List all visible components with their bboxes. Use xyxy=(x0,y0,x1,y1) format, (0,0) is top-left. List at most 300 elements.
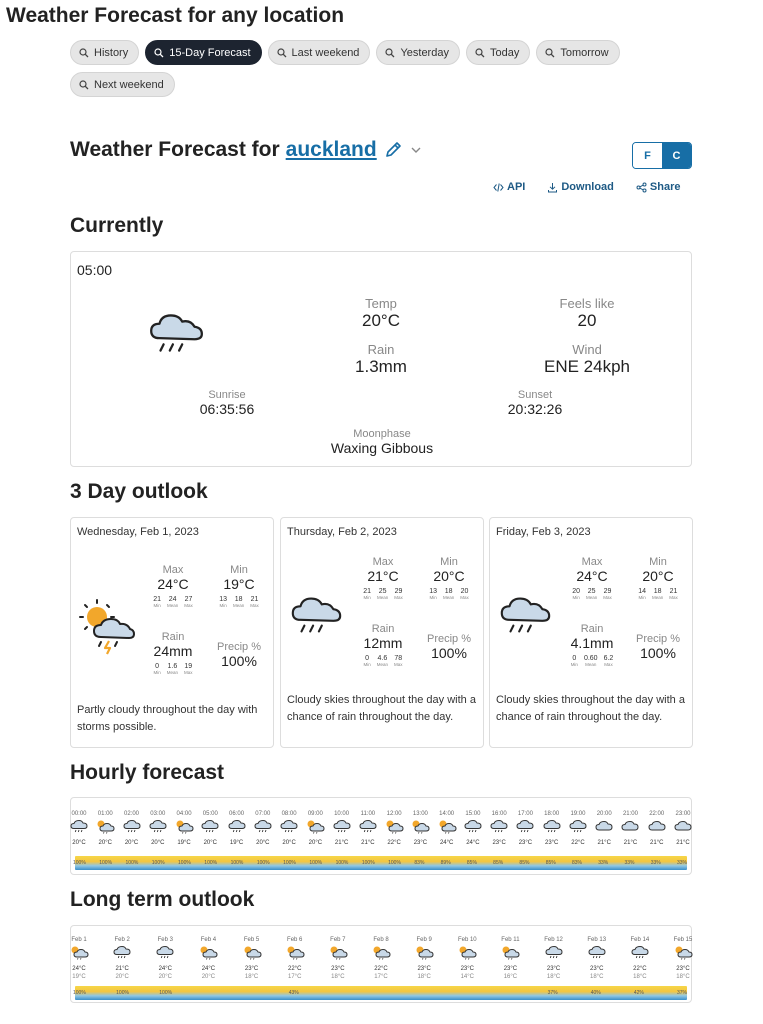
hourly-column[interactable] xyxy=(435,810,459,847)
chip-label: Tomorrow xyxy=(560,46,609,59)
longterm-precip-band xyxy=(75,986,687,1000)
hourly-column[interactable] xyxy=(382,810,406,847)
hourly-strip[interactable] xyxy=(70,797,692,875)
temp-value: 20°C xyxy=(362,311,400,330)
longterm-column[interactable] xyxy=(412,936,436,981)
longterm-label: Feb 7 xyxy=(330,937,346,943)
chip-next-weekend[interactable] xyxy=(70,72,175,97)
code-icon xyxy=(493,182,504,193)
mini-label: Max xyxy=(603,595,612,600)
partly-cloudy-icon xyxy=(240,944,264,965)
longterm-low: 17°C xyxy=(288,974,302,980)
max-value: 24°C xyxy=(576,568,608,584)
mini-value: 18 xyxy=(234,596,243,603)
chip-label: Last weekend xyxy=(291,46,360,59)
longterm-label: Feb 13 xyxy=(587,937,607,943)
hourly-precip-pct: 100% xyxy=(125,860,139,866)
longterm-label: Feb 2 xyxy=(114,937,130,943)
rain-cloud-icon xyxy=(67,818,91,839)
mini-label: Min xyxy=(429,595,437,600)
longterm-column[interactable] xyxy=(67,936,91,981)
chip-label: Yesterday xyxy=(400,46,449,59)
hourly-label: 14:00 xyxy=(439,811,455,817)
chip-label: History xyxy=(94,46,129,59)
partly-cloudy-icon xyxy=(369,944,393,965)
hourly-precip-pct: 100% xyxy=(73,860,86,866)
moon-cell xyxy=(307,428,457,456)
hourly-precip-pct: 100% xyxy=(335,860,349,866)
max-cell xyxy=(143,564,203,608)
hourly-precip-pct: 100% xyxy=(256,860,270,866)
sunrise-label: Sunrise xyxy=(208,389,246,401)
temp-label: Temp xyxy=(365,296,397,311)
unit-toggle xyxy=(632,142,692,169)
mini-value: 18 xyxy=(653,588,662,595)
longterm-label: Feb 8 xyxy=(373,937,389,943)
share-label: Share xyxy=(649,181,681,193)
precip-label: Precip % xyxy=(635,633,681,645)
longterm-low: 18°C xyxy=(244,974,259,980)
longterm-column[interactable] xyxy=(283,936,307,981)
longterm-label: Feb 15 xyxy=(673,937,693,943)
hourly-precip-pct: 100% xyxy=(309,860,323,866)
chip-history[interactable] xyxy=(70,40,139,65)
longterm-column[interactable] xyxy=(153,936,177,981)
longterm-column[interactable] xyxy=(455,936,479,981)
rain-label: Rain xyxy=(580,623,604,635)
partly-cloudy-icon xyxy=(498,944,522,965)
hourly-column[interactable] xyxy=(618,810,642,847)
max-cell xyxy=(353,556,413,600)
day-date: Thursday, Feb 2, 2023 xyxy=(287,526,397,538)
min-label: Min xyxy=(649,556,667,568)
hourly-precip-pct: 33% xyxy=(650,860,661,866)
hourly-column[interactable] xyxy=(67,810,91,847)
search-icon xyxy=(385,48,395,58)
chip-15-day-forecast[interactable] xyxy=(145,40,261,65)
hourly-precip-pct: 33% xyxy=(624,860,635,866)
chevron-down-icon[interactable] xyxy=(409,143,423,157)
longterm-low: 16°C xyxy=(503,974,518,980)
download-icon xyxy=(547,182,558,193)
sunrise-value: 06:35:56 xyxy=(199,401,255,417)
hourly-temp: 22°C xyxy=(571,840,585,846)
hourly-label: 07:00 xyxy=(255,811,271,817)
precip-cell xyxy=(419,633,479,661)
rain-cloud-icon xyxy=(356,818,380,839)
rain-cloud-icon xyxy=(277,818,301,839)
hourly-label: 16:00 xyxy=(491,811,507,817)
hourly-precip-pct: 85% xyxy=(466,860,477,866)
hourly-temp: 21°C xyxy=(623,840,638,846)
longterm-column[interactable] xyxy=(498,936,522,981)
chip-today[interactable] xyxy=(466,40,530,65)
day-description: Cloudy skies throughout the day with a chance of rain throughout the day. xyxy=(496,694,685,723)
rain-cloud-icon xyxy=(146,818,170,839)
mini-value: 21 xyxy=(363,588,371,595)
min-label: Min xyxy=(440,556,458,568)
hourly-temp: 20°C xyxy=(282,840,296,846)
mini-value: 27 xyxy=(184,596,193,603)
unit-f-button[interactable]: F xyxy=(633,143,662,168)
currently-title: Currently xyxy=(70,214,164,237)
wind-value: ENE 24kph xyxy=(544,357,630,376)
mini-label: Mean xyxy=(233,603,245,608)
page-title: Weather Forecast for any location xyxy=(6,4,345,27)
longterm-temp: 23°C xyxy=(590,966,604,972)
longterm-label: Feb 4 xyxy=(200,937,217,943)
longterm-temp: 22°C xyxy=(374,966,388,972)
min_mini-breakdown xyxy=(419,588,479,600)
max-label: Max xyxy=(162,564,184,576)
rain-value: 4.1mm xyxy=(570,635,614,651)
longterm-low: 20°C xyxy=(158,974,172,980)
download-link[interactable] xyxy=(547,181,614,193)
max-value: 21°C xyxy=(367,568,399,584)
outlook-title: 3 Day outlook xyxy=(70,480,208,503)
mini-label: Min xyxy=(363,662,371,667)
longterm-precip-pct: 42% xyxy=(633,990,644,996)
hourly-precip-pct: 100% xyxy=(230,860,244,866)
hourly-label: 04:00 xyxy=(176,811,192,817)
day-card xyxy=(489,517,693,748)
precip-cell xyxy=(209,641,269,669)
longterm-temp: 24°C xyxy=(72,966,86,972)
mini-label: Min xyxy=(572,595,580,600)
longterm-title: Long term outlook xyxy=(70,888,255,911)
mini-label: Min xyxy=(219,603,227,608)
rain-cell xyxy=(353,623,413,667)
hourly-column[interactable] xyxy=(566,810,590,847)
cloud-icon xyxy=(671,818,695,839)
hourly-column[interactable] xyxy=(540,810,564,847)
unit-c-button[interactable]: C xyxy=(662,143,691,168)
longterm-label: Feb 3 xyxy=(157,937,173,943)
hourly-precip-pct: 83% xyxy=(571,860,582,866)
longterm-low: 18°C xyxy=(590,974,604,980)
rain-cell xyxy=(143,631,203,675)
search-icon xyxy=(154,48,164,58)
moon-label: Moonphase xyxy=(353,428,411,440)
hourly-precip-pct: 83% xyxy=(414,860,425,866)
rain-cloud-icon xyxy=(251,818,275,839)
min-value: 19°C xyxy=(223,576,255,592)
hourly-temp: 20°C xyxy=(203,840,217,846)
hourly-column[interactable] xyxy=(277,810,301,847)
hourly-label: 12:00 xyxy=(386,811,402,817)
mini-value: 19 xyxy=(184,663,193,670)
hourly-label: 22:00 xyxy=(649,811,665,817)
search-icon xyxy=(79,48,89,58)
rain_mini-breakdown xyxy=(353,655,413,667)
hourly-label: 13:00 xyxy=(412,811,428,817)
hourly-label: 05:00 xyxy=(202,811,218,817)
day-date: Wednesday, Feb 1, 2023 xyxy=(77,526,199,538)
rain-value: 12mm xyxy=(363,635,403,651)
rain-cloud-icon xyxy=(540,818,564,839)
mini-value: 6.2 xyxy=(603,655,614,662)
moon-value: Waxing Gibbous xyxy=(330,440,434,456)
hourly-column[interactable] xyxy=(408,810,432,847)
day-description: Partly cloudy throughout the day with storms possible. xyxy=(77,704,258,733)
min-value: 20°C xyxy=(433,568,465,584)
rain-cloud-icon xyxy=(198,818,222,839)
mini-label: Max xyxy=(250,603,259,608)
wind-label: Wind xyxy=(572,342,602,357)
mini-label: Min xyxy=(638,595,646,600)
hourly-temp: 23°C xyxy=(492,840,506,846)
longterm-column[interactable] xyxy=(671,936,695,981)
mini-value: 20 xyxy=(460,588,469,595)
hourly-precip-pct: 100% xyxy=(388,860,401,866)
longterm-low: 20°C xyxy=(115,974,129,980)
api-label: API xyxy=(507,181,526,193)
hourly-column[interactable] xyxy=(120,810,144,847)
longterm-column[interactable] xyxy=(196,936,220,981)
longterm-column[interactable] xyxy=(542,936,566,981)
mini-value: 13 xyxy=(429,588,437,595)
partly-cloudy-icon xyxy=(172,818,196,839)
partly-cloudy-icon xyxy=(93,818,117,839)
hourly-precip-pct: 89% xyxy=(440,860,451,866)
longterm-label: Feb 6 xyxy=(287,937,303,943)
hourly-precip-pct: 100% xyxy=(99,860,113,866)
hourly-label: 10:00 xyxy=(334,811,350,817)
hourly-column[interactable] xyxy=(645,810,669,847)
hourly-column[interactable] xyxy=(461,810,485,847)
rain-cloud-icon xyxy=(566,818,590,839)
hourly-temp: 23°C xyxy=(413,840,428,846)
forecast-prefix: Weather Forecast for xyxy=(70,138,280,161)
longterm-precip-pct: 40% xyxy=(590,990,601,996)
chip-label: Next weekend xyxy=(94,78,164,91)
rain-cloud-icon xyxy=(153,944,177,965)
max-label: Max xyxy=(372,556,394,568)
hourly-label: 18:00 xyxy=(544,811,560,817)
feels-value: 20 xyxy=(577,311,597,330)
cloud-icon xyxy=(592,818,616,839)
hourly-temp: 21°C xyxy=(361,840,375,846)
precip-value: 100% xyxy=(221,653,257,669)
hourly-label: 21:00 xyxy=(622,811,638,817)
longterm-temp: 24°C xyxy=(158,966,172,972)
hourly-column[interactable] xyxy=(330,810,354,847)
currently-card xyxy=(70,251,692,467)
day-card xyxy=(280,517,484,748)
longterm-low: 18°C xyxy=(633,974,647,980)
search-icon xyxy=(475,48,485,58)
hourly-precip-pct: 100% xyxy=(204,860,218,866)
wind-cell xyxy=(522,342,652,377)
longterm-label: Feb 1 xyxy=(71,937,87,943)
rain-cloud-icon xyxy=(585,944,609,965)
mini-label: Mean xyxy=(376,662,388,667)
hourly-precip-pct: 33% xyxy=(598,860,609,866)
sunset-label: Sunset xyxy=(517,389,553,401)
longterm-precip-pct: 100% xyxy=(73,990,86,996)
day-description: Cloudy skies throughout the day with a chance of rain throughout the day. xyxy=(287,694,476,723)
mini-label: Min xyxy=(153,670,161,675)
partly-cloudy-icon xyxy=(67,944,91,965)
hourly-column[interactable] xyxy=(592,810,616,847)
hourly-column[interactable] xyxy=(198,810,222,847)
hourly-temp: 21°C xyxy=(334,840,349,846)
hourly-precip-pct: 33% xyxy=(677,860,688,866)
mini-label: Min xyxy=(153,603,161,608)
hourly-column[interactable] xyxy=(671,810,695,847)
longterm-temp: 24°C xyxy=(201,966,216,972)
longterm-low: 18°C xyxy=(417,974,431,980)
hourly-label: 17:00 xyxy=(517,811,533,817)
min-cell xyxy=(419,556,479,600)
share-icon xyxy=(636,182,647,193)
hourly-precip-pct: 100% xyxy=(361,860,375,866)
search-icon xyxy=(545,48,555,58)
longterm-column[interactable] xyxy=(369,936,393,981)
hourly-column[interactable] xyxy=(93,810,117,847)
hourly-temp: 24°C xyxy=(466,840,480,846)
hourly-column[interactable] xyxy=(251,810,275,847)
longterm-temp: 23°C xyxy=(503,966,518,972)
forecast-header xyxy=(70,138,423,162)
min_mini-breakdown xyxy=(209,596,269,608)
mini-label: Max xyxy=(394,595,403,600)
chip-last-weekend[interactable] xyxy=(268,40,371,65)
hourly-column[interactable] xyxy=(225,810,249,847)
longterm-low: 14°C xyxy=(460,974,474,980)
hourly-label: 06:00 xyxy=(229,811,245,817)
hourly-temp: 19°C xyxy=(177,840,191,846)
precip-value: 100% xyxy=(640,645,676,661)
longterm-column[interactable] xyxy=(628,936,652,981)
edit-pencil-icon[interactable] xyxy=(383,140,403,160)
mini-label: Max xyxy=(184,603,193,608)
range-chips xyxy=(70,40,670,97)
partly-cloudy-icon xyxy=(283,944,307,965)
hourly-precip-pct: 100% xyxy=(283,860,296,866)
mini-label: Max xyxy=(669,595,678,600)
sunset-cell xyxy=(485,389,585,417)
longterm-column[interactable] xyxy=(110,936,134,981)
mini-value: 14 xyxy=(638,588,646,595)
mini-label: Max xyxy=(604,662,613,667)
longterm-label: Feb 12 xyxy=(544,937,563,943)
hourly-column[interactable] xyxy=(487,810,511,847)
partly-cloudy-storm-icon xyxy=(77,596,137,663)
longterm-column[interactable] xyxy=(326,936,350,981)
hourly-temp: 20°C xyxy=(256,840,270,846)
mini-value: 78 xyxy=(394,655,403,662)
longterm-column[interactable] xyxy=(240,936,264,981)
hourly-precip-pct: 85% xyxy=(545,860,556,866)
share-link[interactable] xyxy=(636,181,681,193)
api-link[interactable] xyxy=(493,181,525,193)
location-link[interactable]: auckland xyxy=(285,138,377,161)
hourly-label: 11:00 xyxy=(360,811,376,817)
chip-label: 15-Day Forecast xyxy=(169,46,251,59)
longterm-low: 18°C xyxy=(546,974,561,980)
longterm-column[interactable] xyxy=(585,936,609,981)
hourly-temp: 20°C xyxy=(151,840,165,846)
hourly-column[interactable] xyxy=(356,810,380,847)
hourly-label: 15:00 xyxy=(465,811,481,817)
mini-value: 21 xyxy=(669,588,678,595)
day-card xyxy=(70,517,274,748)
hourly-label: 08:00 xyxy=(281,811,297,817)
current-time: 05:00 xyxy=(77,262,113,278)
partly-cloudy-icon xyxy=(455,944,479,965)
cloud-icon xyxy=(645,818,669,839)
hourly-column[interactable] xyxy=(146,810,170,847)
hourly-temp: 22°C xyxy=(387,840,401,846)
longterm-temp: 23°C xyxy=(417,966,431,972)
mini-value: 0 xyxy=(155,663,160,670)
rain-cloud-icon xyxy=(110,944,134,965)
longterm-temp: 21°C xyxy=(115,966,129,972)
precip-cell xyxy=(628,633,688,661)
mini-value: 25 xyxy=(587,588,596,595)
longterm-precip-pct: 37% xyxy=(677,990,688,996)
hourly-column[interactable] xyxy=(303,810,327,847)
chip-label: Today xyxy=(489,46,520,59)
chip-yesterday[interactable] xyxy=(376,40,460,65)
longterm-label: Feb 10 xyxy=(457,937,477,943)
max_mini-breakdown xyxy=(353,588,413,600)
hourly-precip-pct: 85% xyxy=(519,860,530,866)
mini-value: 13 xyxy=(219,596,227,603)
precip-label: Precip % xyxy=(216,641,262,653)
sunset-value: 20:32:26 xyxy=(507,401,563,417)
rain-cloud-icon xyxy=(496,590,554,645)
longterm-strip[interactable] xyxy=(70,925,692,1003)
mini-value: 0.60 xyxy=(583,655,598,662)
feels-cell xyxy=(537,296,637,331)
longterm-precip-pct: 43% xyxy=(288,990,299,996)
longterm-label: Feb 11 xyxy=(501,937,520,943)
mini-label: Mean xyxy=(167,603,179,608)
longterm-precip-pct: 100% xyxy=(159,990,173,996)
mini-label: Mean xyxy=(652,595,664,600)
min-cell xyxy=(209,564,269,608)
precip-label: Precip % xyxy=(426,633,472,645)
mini-label: Mean xyxy=(443,595,455,600)
longterm-low: 18°C xyxy=(331,974,345,980)
mini-value: 0 xyxy=(572,655,577,662)
longterm-precip-pct: 100% xyxy=(116,990,129,996)
mini-label: Max xyxy=(394,662,403,667)
hourly-label: 09:00 xyxy=(307,811,323,817)
rain-cloud-icon xyxy=(287,590,345,645)
hourly-label: 00:00 xyxy=(71,811,87,817)
hourly-column[interactable] xyxy=(513,810,537,847)
longterm-low: 20°C xyxy=(201,974,216,980)
mini-value: 20 xyxy=(572,588,580,595)
hourly-column[interactable] xyxy=(172,810,196,847)
rain-value: 24mm xyxy=(153,643,193,659)
hourly-temp: 23°C xyxy=(518,840,533,846)
min-value: 20°C xyxy=(642,568,674,584)
min-label: Min xyxy=(230,564,248,576)
chip-tomorrow[interactable] xyxy=(536,40,619,65)
mini-label: Max xyxy=(460,595,469,600)
mini-value: 29 xyxy=(603,588,612,595)
hourly-temp: 21°C xyxy=(676,840,690,846)
hourly-precip-pct: 85% xyxy=(493,860,504,866)
cloud-icon xyxy=(618,818,642,839)
hourly-temp: 20°C xyxy=(98,840,112,846)
longterm-temp: 23°C xyxy=(331,966,345,972)
min-cell xyxy=(628,556,688,600)
